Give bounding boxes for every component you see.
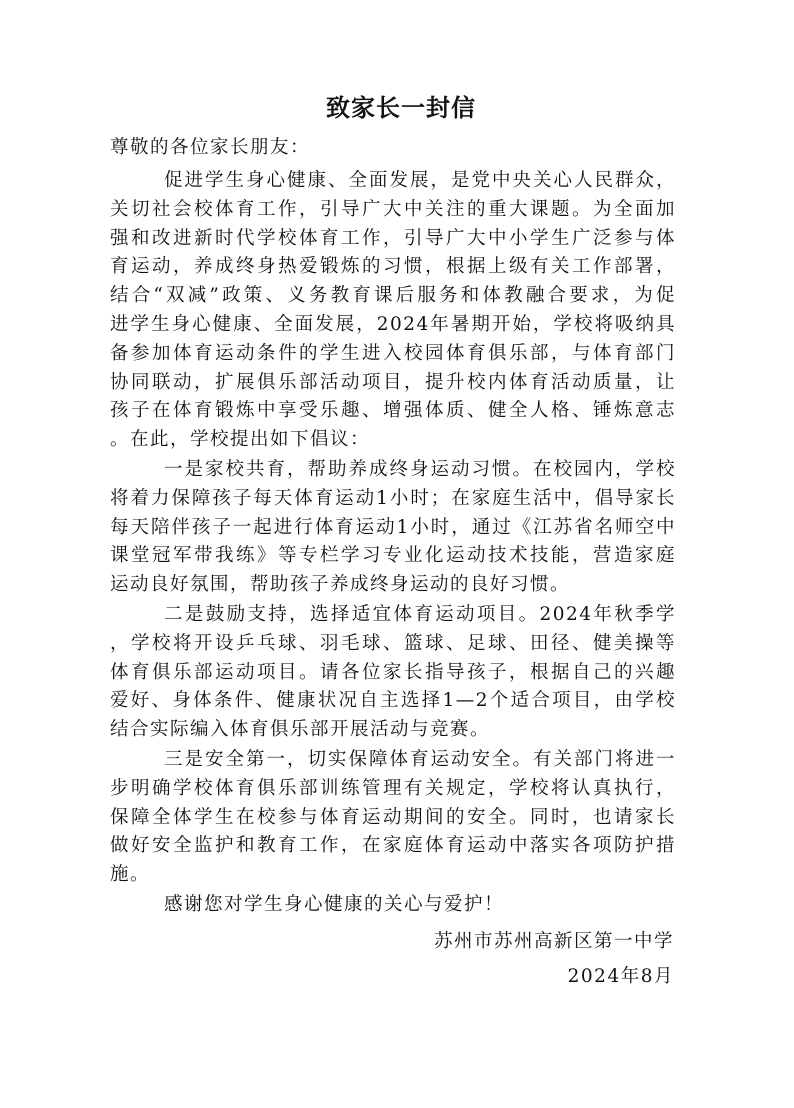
paragraph-line: 。在此，学校提出如下倡议： [110, 429, 371, 451]
paragraph-line: 结合“双减”政策、义务教育课后服务和体教融合要求，为促 [110, 285, 676, 307]
paragraph-line: 三是安全第一，切实保障体育运动安全。有关部门将进一 [164, 748, 676, 770]
paragraph-line: 课堂冠军带我练》等专栏学习专业化运动技术技能，营造家庭 [110, 545, 676, 567]
paragraph-line: 促进学生身心健康、全面发展，是党中央关心人民群众， [164, 170, 676, 191]
salutation: 尊敬的各位家长朋友： [110, 137, 311, 158]
paragraph-2 [110, 456, 676, 600]
paragraph-3 [110, 601, 676, 745]
paragraph-line: 步明确学校体育俱乐部训练管理有关规定，学校将认真执行， [110, 777, 676, 799]
paragraph-line: 爱好、身体条件、健康状况自主选择1—2个适合项目，由学校 [110, 690, 676, 712]
paragraph-line: 每天陪伴孩子一起进行体育运动1小时，通过《江苏省名师空中 [110, 516, 676, 538]
letter-body [110, 167, 676, 920]
letter-content [110, 133, 676, 991]
paragraph-line: 协同联动，扩展俱乐部活动项目，提升校内体育活动质量，让 [110, 371, 676, 393]
paragraph-line: 将着力保障孩子每天体育运动1小时；在家庭生活中，倡导家长 [110, 487, 676, 509]
letter-date: 2024年8月 [567, 965, 674, 987]
paragraph-1 [110, 167, 676, 455]
paragraph-line: 感谢您对学生身心健康的关心与爱护！ [164, 893, 505, 915]
paragraph-line: 保障全体学生在校参与体育运动期间的安全。同时，也请家长 [110, 806, 676, 828]
paragraph-line: 二是鼓励支持，选择适宜体育运动项目。2024年秋季学 [164, 603, 676, 625]
paragraph-line: 育运动，养成终身热爱锻炼的习惯，根据上级有关工作部署， [110, 256, 676, 278]
paragraph-line: 做好安全监护和教育工作，在家庭体育运动中落实各项防护措 [110, 835, 676, 857]
paragraph-line: 体育俱乐部运动项目。请各位家长指导孩子，根据自己的兴趣 [110, 661, 676, 683]
paragraph-line: 强和改进新时代学校体育工作，引导广大中小学生广泛参与体 [110, 227, 676, 249]
paragraph-4 [110, 746, 676, 890]
paragraph-line: 备参加体育运动条件的学生进入校园体育俱乐部，与体育部门 [110, 342, 676, 364]
paragraph-line: 关切社会校体育工作，引导广大中关注的重大课题。为全面加 [110, 198, 676, 220]
paragraph-line: ，学校将开设乒乓球、羽毛球、篮球、足球、田径、健美操等 [110, 632, 676, 654]
paragraph-line: 一是家校共育，帮助养成终身运动习惯。在校园内，学校 [164, 458, 676, 480]
paragraph-line: 进学生身心健康、全面发展，2024年暑期开始，学校将吸纳具 [110, 313, 676, 335]
letter-title: 致家长一封信 [326, 93, 476, 122]
paragraph-5 [110, 891, 676, 920]
paragraph-line: 运动良好氛围，帮助孩子养成终身运动的良好习惯。 [110, 574, 571, 596]
paragraph-line: 施。 [110, 864, 151, 886]
signature: 苏州市苏州高新区第一中学 [433, 930, 674, 952]
paragraph-line: 结合实际编入体育俱乐部开展活动与竞赛。 [110, 719, 491, 741]
paragraph-line: 孩子在体育锻炼中享受乐趣、增强体质、健全人格、锤炼意志 [110, 400, 676, 422]
